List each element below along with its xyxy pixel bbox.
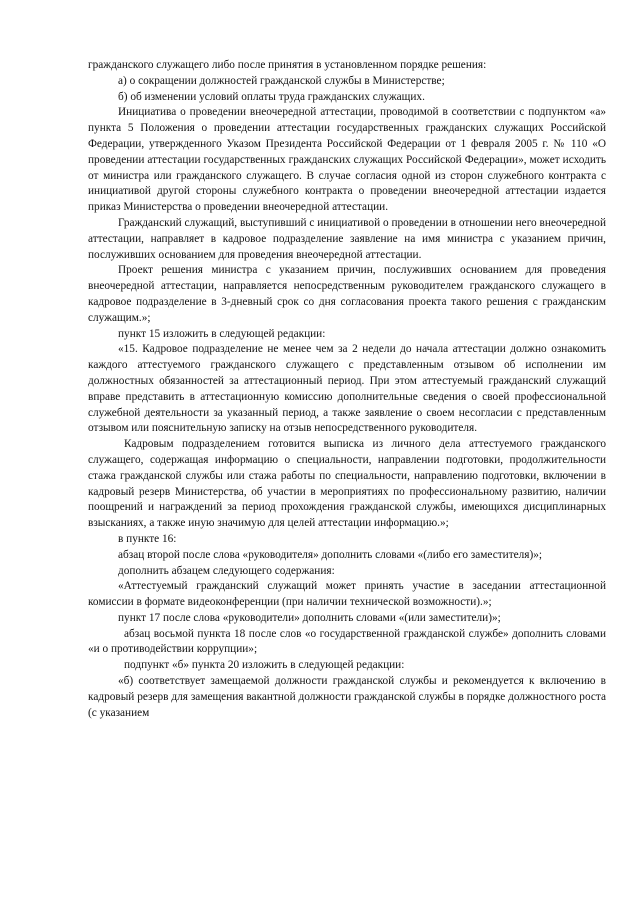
paragraph: дополнить абзацем следующего содержания:: [118, 564, 335, 577]
paragraph: «15. Кадровое подразделение не менее чем за 2 недели до начала аттестации должно ознакомить каждого аттестуемого гражданского служащего с представленным отзывом об исполнении им должностных обязанностей за аттестационный период. При этом аттестуемый гражданский служащий вправе представить в аттестационную комиссию дополнительные сведения о своей профессиональной служебной деятельности за указанный период, а также заявление о своем несогласии с представленным отзывом или пояснительную записку на отзыв непосредственного руководителя.: [88, 343, 606, 435]
paragraph: абзац второй после слова «руководителя» дополнить словами «(либо его заместителя)»;: [118, 548, 543, 561]
paragraph: Инициатива о проведении внеочередной аттестации, проводимой в соответствии с подпунктом «а» пункта 5 Положения о проведении аттестации государственных гражданских служащих Российской Федерации, утвержденного Указом Президента Российской Федерации от 1 февраля 2005 г. № 110 «О проведении аттестации государственных гражданских служащих Российской Федерации», может исходить от министра или гражданского служащего. В случае согласия одной из сторон служебного контракта с инициативой другой стороны служебного контракта о проведении внеочередной аттестации издается приказ Министерства о проведении внеочередной аттестации.: [88, 106, 606, 214]
paragraph: «Аттестуемый гражданский служащий может принять участие в заседании аттестационной комиссии в формате видеоконференции (при наличии технической возможности).»;: [88, 580, 606, 609]
paragraph: пункт 17 после слова «руководители» дополнить словами «(или заместители)»;: [118, 611, 501, 624]
paragraph: Кадровым подразделением готовится выписка из личного дела аттестуемого гражданского служащего, содержащая информацию о специальности, направлении подготовки, продолжительности стажа гражданской службы или стажа работы по специальности, направлению подготовки, включении в кадровый резерв Министерства, об участии в мероприятиях по профессиональному развитию, наличии поощрений и награждений за период прохождения гражданской службы, имеющихся дисциплинарных взысканиях, а также иную значимую для целей аттестации информацию.»;: [88, 438, 606, 530]
paragraph: пункт 15 изложить в следующей редакции:: [118, 327, 326, 340]
paragraph: Проект решения министра с указанием причин, послуживших основанием для проведения внеочередной аттестации, направляется непосредственным руководителем гражданского служащего в кадровое подразделение в 3-дневный срок со дня согласования проекта такого решения с гражданским служащим.»;: [88, 264, 606, 324]
paragraph: а) о сокращении должностей гражданской службы в Министерстве;: [118, 74, 445, 87]
paragraph: б) об изменении условий оплаты труда гражданских служащих.: [118, 90, 425, 103]
paragraph: подпункт «б» пункта 20 изложить в следующей редакции:: [124, 659, 405, 672]
paragraph: «б) соответствует замещаемой должности гражданской службы и рекомендуется к включению в кадровый резерв для замещения вакантной должности гражданской службы в порядке должностного роста (с указанием: [88, 675, 606, 719]
paragraph: гражданского служащего либо после принятия в установленном порядке решения:: [88, 59, 487, 71]
paragraph: в пункте 16:: [118, 532, 177, 545]
paragraph: абзац восьмой пункта 18 после слов «о государственной гражданской службе» дополнить словами «и о противодействии коррупции»;: [88, 627, 606, 656]
document-page: [88, 58, 606, 721]
paragraph: Гражданский служащий, выступивший с инициативой о проведении в отношении него внеочередной аттестации, направляет в кадровое подразделение заявление на имя министра с указанием причин, послуживших основанием для проведения внеочередной аттестации.: [88, 216, 606, 261]
